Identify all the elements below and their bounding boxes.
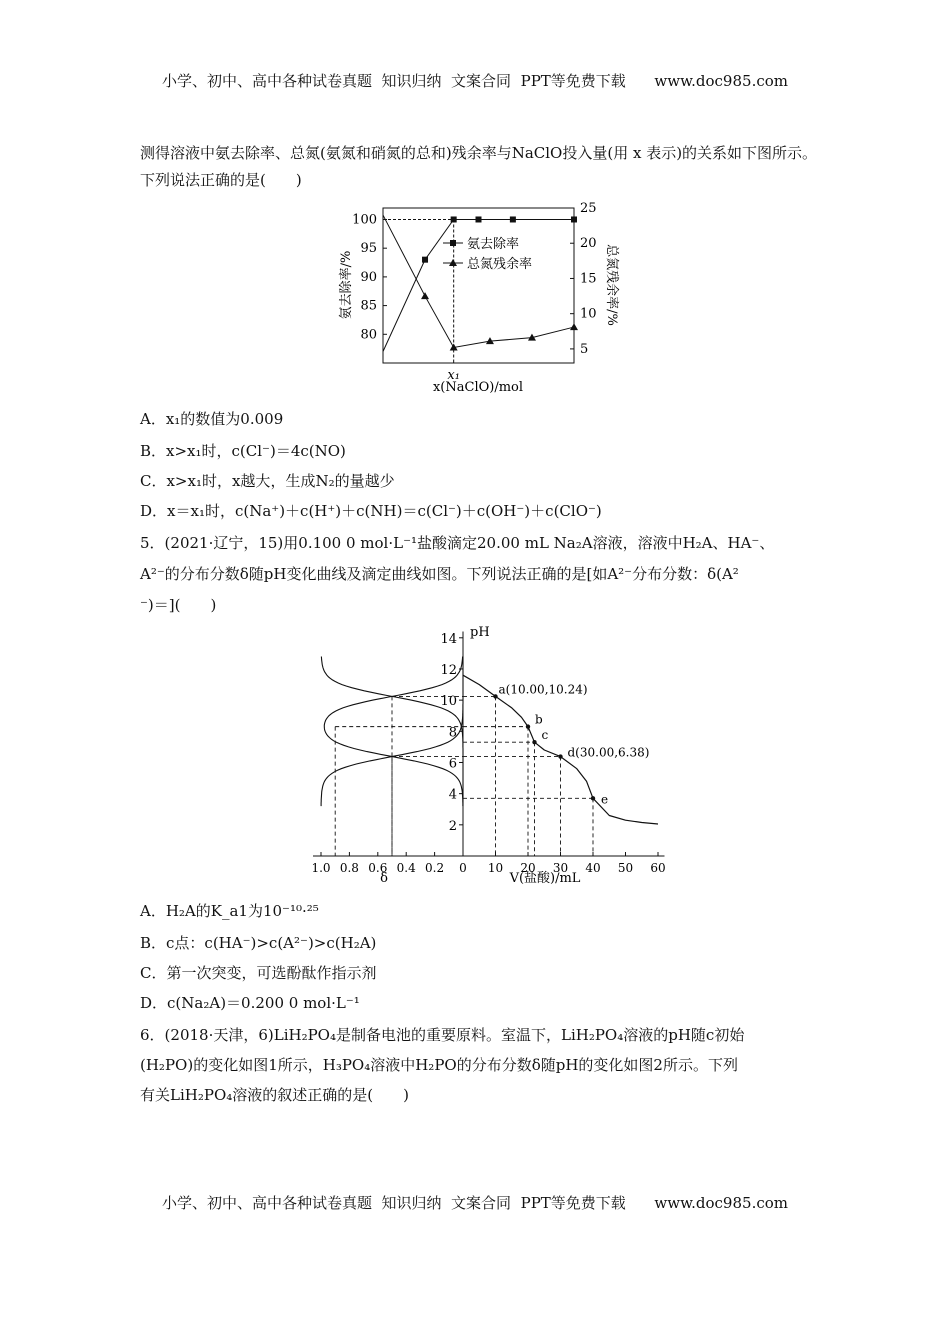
volume-tick-label: 50 [617, 861, 634, 875]
titration-point-label: b [535, 712, 543, 727]
q6-stem-line-2: (H₂PO)的变化如图1所示，H₃PO₄溶液中H₂PO的分布分数δ随pH的变化如图2所示。下列 [140, 1056, 738, 1074]
ph-tick-label: 4 [448, 787, 457, 803]
q4-option-a: A．x₁的数值为0.009 [140, 410, 284, 428]
ph-tick-label: 12 [440, 662, 457, 678]
q4-intro: 测得溶液中氨去除率、总氮(氨氮和硝氮的总和)残余率与NaClO投入量(用 x 表示)的关系如下图所示。下列说法正确的是( ) [140, 144, 818, 189]
ph-tick-label: 6 [448, 756, 457, 772]
q6-stem-line-3: 有关LiH₂PO₄溶液的叙述正确的是( ) [140, 1086, 409, 1104]
page-footer: 小学、初中、高中各种试卷真题 知识归纳 文案合同 PPT等免费下载 www.doc985.com [161, 1194, 788, 1212]
chart2-ph-axis-label: pH [470, 625, 490, 640]
legend-label-removal: 氨去除率 [467, 237, 520, 252]
ph-tick-label: 14 [440, 631, 457, 647]
delta-tick-label: 0.2 [425, 861, 445, 875]
left-tick-label: 80 [360, 327, 377, 343]
right-tick-label: 25 [580, 201, 597, 216]
removal-point [476, 216, 482, 222]
titration-point-marker [591, 796, 595, 800]
titration-point-marker [558, 754, 562, 758]
ph-tick-label: 8 [448, 725, 457, 741]
titration-distribution-chart [300, 620, 666, 890]
titration-point-label: c [541, 728, 549, 743]
titration-point-label: d(30.00,6.38) [567, 745, 650, 760]
titration-point-label: e [601, 792, 609, 807]
chart1-legend [443, 236, 532, 272]
removal-point [571, 216, 577, 222]
volume-tick-label: 20 [520, 861, 536, 875]
volume-tick-label: 10 [487, 861, 504, 875]
removal-point [422, 257, 428, 263]
chart1-x-axis-label: x(NaClO)/mol [432, 380, 524, 395]
chart1-frame [383, 208, 574, 363]
left-tick-label: 100 [352, 212, 377, 228]
left-tick-label: 85 [360, 298, 377, 314]
removal-point [510, 216, 516, 222]
chart1-right-axis-label: 总氮残余率/% [604, 244, 619, 326]
q5-option-a: A．H₂A的K_a1为10⁻¹⁰·²⁵ [140, 902, 319, 920]
titration-point-label: a(10.00,10.24) [498, 682, 588, 697]
right-tick-label: 15 [580, 271, 597, 287]
page-header: 小学、初中、高中各种试卷真题 知识归纳 文案合同 PPT等免费下载 www.doc985.com [161, 72, 788, 90]
ph-tick-label: 2 [448, 818, 457, 834]
volume-tick-label: 30 [552, 861, 569, 875]
right-tick-label: 5 [580, 341, 589, 357]
q5-stem-line-2: A²⁻的分布分数δ随pH变化曲线及滴定曲线如图。下列说法正确的是[如A²⁻分布分数：δ(A² [140, 565, 739, 583]
ph-tick-label: 10 [440, 694, 457, 710]
left-tick-label: 90 [360, 269, 377, 285]
chart2-delta-axis-label: δ [380, 871, 388, 886]
chart2-volume-axis-label: V(盐酸)/mL [509, 871, 581, 886]
residual-point [570, 323, 578, 330]
q5-option-b: B．c点：c(HA⁻)>c(A²⁻)>c(H₂A) [140, 934, 377, 952]
delta-tick-label: 0 [459, 861, 467, 875]
ammonia-removal-chart [330, 195, 630, 400]
chart1-left-axis-label: 氨去除率/% [339, 250, 354, 320]
residual-point [421, 292, 429, 299]
q5-option-c: C．第一次突变，可选酚酞作指示剂 [140, 964, 377, 982]
legend-label-residual: 总氮残余率 [467, 257, 533, 272]
titration-point-marker [532, 740, 536, 744]
q5-stem-line-1: 5．(2021·辽宁，15)用0.100 0 mol·L⁻¹盐酸滴定20.00 mL Na₂A溶液，溶液中H₂A、HA⁻、 [140, 534, 775, 552]
volume-tick-label: 60 [650, 861, 666, 875]
right-tick-label: 20 [580, 236, 597, 252]
q4-option-b: B．x>x₁时，c(Cl⁻)＝4c(NO) [140, 442, 346, 460]
volume-tick-label: 40 [585, 861, 601, 875]
left-tick-label: 95 [360, 241, 377, 257]
q4-option-d: D．x＝x₁时，c(Na⁺)＋c(H⁺)＋c(NH)＝c(Cl⁻)＋c(OH⁻)＋c(ClO⁻) [140, 502, 602, 520]
series-line-residual [383, 215, 574, 347]
q5-option-d: D．c(Na₂A)＝0.200 0 mol·L⁻¹ [140, 994, 360, 1012]
titration-point-marker [493, 694, 497, 698]
delta-tick-label: 0.4 [396, 861, 416, 875]
q5-stem-line-3: ⁻)＝]( ) [140, 596, 217, 614]
legend-marker-square [450, 240, 456, 246]
q6-stem-line-1: 6．(2018·天津，6)LiH₂PO₄是制备电池的重要原料。室温下，LiH₂PO₄溶液的pH随c初始 [140, 1026, 745, 1044]
titration-point-marker [526, 724, 530, 728]
removal-point [451, 216, 457, 222]
ha-distribution-curve [324, 657, 463, 807]
right-tick-label: 10 [580, 306, 597, 322]
delta-tick-label: 0.8 [339, 861, 359, 875]
q4-option-c: C．x>x₁时，x越大，生成N₂的量越少 [140, 472, 395, 490]
x1-tick-label: x₁ [447, 368, 460, 383]
delta-tick-label: 0.6 [368, 861, 388, 875]
delta-tick-label: 1.0 [311, 861, 331, 875]
